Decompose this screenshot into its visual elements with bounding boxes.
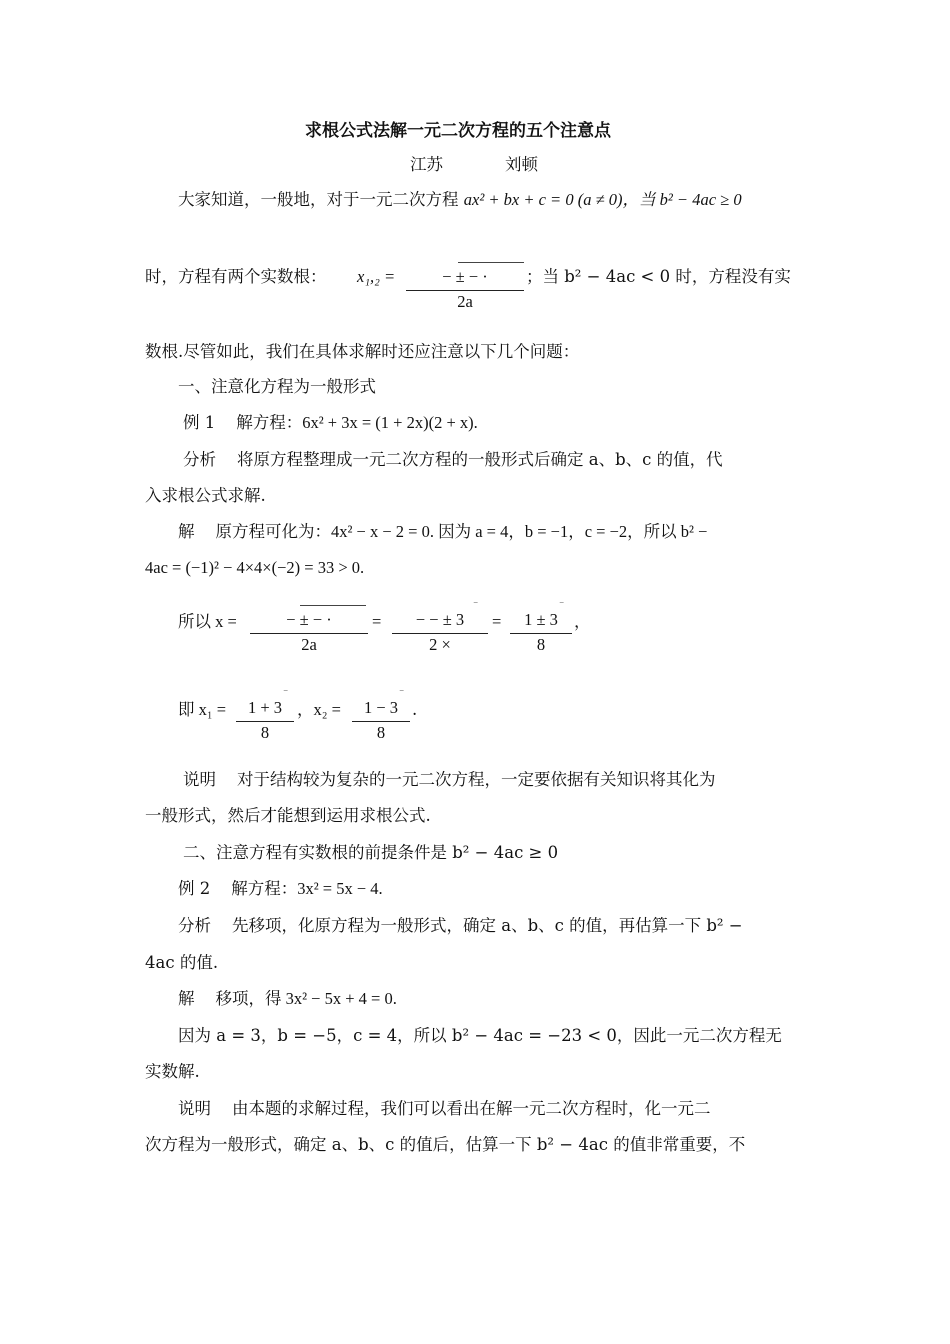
equals-sign: = bbox=[372, 612, 382, 631]
sqrt-mark: ‾ bbox=[284, 691, 288, 702]
because-line: 因为 a = 3，b = −5，c = 4，所以 b² − 4ac = −23 < 0，因此一元二次方程无 bbox=[178, 1026, 782, 1045]
step2-denominator: 2 × bbox=[429, 635, 451, 654]
note1 bbox=[183, 769, 715, 791]
sqrt-mark: ‾ bbox=[560, 603, 564, 614]
fraction-bar bbox=[406, 290, 524, 291]
analysis1-text-2: 入求根公式求解. bbox=[145, 486, 266, 505]
step1-numerator: − ± − · bbox=[286, 610, 332, 629]
sqrt-bar bbox=[458, 262, 524, 263]
step2-numerator: − − ± 3 bbox=[415, 610, 465, 629]
note2-text: 由本题的求解过程，我们可以看出在解一元二次方程时，化一元二 bbox=[231, 1099, 711, 1118]
analysis1-label: 分析 bbox=[183, 450, 216, 469]
analysis2-label: 分析 bbox=[178, 916, 211, 935]
solution1-text-2: 4ac = (−1)² − 4×4×(−2) = 33 > 0. bbox=[145, 558, 365, 577]
step3-numerator: 1 ± 3 bbox=[524, 610, 558, 629]
because-line-2: 实数解. bbox=[145, 1062, 200, 1081]
root-formula bbox=[406, 262, 524, 314]
fraction-bar bbox=[510, 633, 572, 634]
step3-denominator: 8 bbox=[536, 635, 546, 654]
example1-text: 解方程：6x² + 3x = (1 + 2x)(2 + x). bbox=[236, 413, 478, 432]
x2-numerator: 1 − 3 bbox=[363, 698, 399, 717]
example1 bbox=[183, 412, 478, 434]
note2-label: 说明 bbox=[178, 1099, 211, 1118]
x1-numerator: 1 + 3 bbox=[247, 698, 283, 717]
comma: ， bbox=[574, 612, 591, 631]
x1-denominator: 8 bbox=[260, 723, 270, 742]
formula-step-2 bbox=[392, 605, 488, 657]
x2-label: ，x₂ = bbox=[297, 700, 341, 719]
note1-text-2: 一般形式，然后才能想到运用求根公式. bbox=[145, 806, 431, 825]
analysis2 bbox=[178, 915, 743, 937]
intro-line-1 bbox=[178, 189, 742, 211]
example2 bbox=[178, 878, 383, 900]
root-formula-numerator: − ± − · bbox=[442, 267, 488, 286]
solution2-label: 解 bbox=[178, 989, 195, 1008]
quadratic-equation: ax² + bx + c = 0 (a ≠ 0)，当 b² − 4ac ≥ 0 bbox=[463, 190, 742, 209]
equals-sign: = bbox=[492, 612, 502, 631]
fraction-bar bbox=[392, 633, 488, 634]
intro-line-3: 数根.尽管如此，我们在具体求解时还应注意以下几个问题： bbox=[145, 342, 580, 361]
fraction-bar bbox=[352, 721, 410, 722]
solution1 bbox=[178, 521, 707, 543]
fraction-bar bbox=[236, 721, 294, 722]
analysis2-text: 先移项，化原方程为一般形式，确定 a、b、c 的值，再估算一下 b² − bbox=[231, 916, 743, 935]
solution1-label: 解 bbox=[178, 522, 195, 541]
intro-text: 大家知道，一般地，对于一元二次方程 bbox=[178, 190, 459, 209]
note1-text: 对于结构较为复杂的一元二次方程，一定要依据有关知识将其化为 bbox=[236, 770, 716, 789]
root-x2 bbox=[352, 693, 410, 745]
author-name: 刘顿 bbox=[505, 155, 538, 174]
sqrt-mark: ‾ bbox=[474, 603, 478, 614]
solution2-text: 移项，得 3x² − 5x + 4 = 0. bbox=[215, 989, 397, 1008]
x2-denominator: 8 bbox=[376, 723, 386, 742]
formula-step-1 bbox=[250, 605, 368, 657]
analysis1 bbox=[183, 449, 723, 471]
root-x1 bbox=[236, 693, 294, 745]
step1-denominator: 2a bbox=[301, 635, 317, 654]
note2 bbox=[178, 1098, 710, 1120]
author-province: 江苏 bbox=[410, 155, 443, 174]
formula-step-3 bbox=[510, 605, 572, 657]
page-title: 求根公式法解一元二次方程的五个注意点 bbox=[305, 121, 611, 141]
solution2 bbox=[178, 988, 397, 1010]
x12-label: x₁,₂ = bbox=[357, 267, 396, 286]
root-formula-denominator: 2a bbox=[457, 292, 473, 311]
ie-x1-label: 即 x₁ = bbox=[178, 700, 227, 719]
sqrt-bar bbox=[300, 605, 366, 606]
example2-label: 例 2 bbox=[178, 879, 211, 898]
example1-label: 例 1 bbox=[183, 413, 216, 432]
example2-text: 解方程：3x² = 5x − 4. bbox=[231, 879, 383, 898]
solution1-text: 原方程可化为：4x² − x − 2 = 0. 因为 a = 4，b = −1，c = −2，所以 b² − bbox=[215, 522, 708, 541]
analysis1-text: 将原方程整理成一元二次方程的一般形式后确定 a、b、c 的值，代 bbox=[236, 450, 723, 469]
period: . bbox=[412, 700, 418, 719]
so-x-label: 所以 x = bbox=[178, 612, 237, 631]
intro-line-2b: ；当 b² − 4ac < 0 时，方程没有实 bbox=[526, 267, 791, 286]
sqrt-mark: ‾ bbox=[400, 691, 404, 702]
note1-label: 说明 bbox=[183, 770, 216, 789]
note2-text-2: 次方程为一般形式，确定 a、b、c 的值后，估算一下 b² − 4ac 的值非常重要，不 bbox=[145, 1135, 746, 1154]
fraction-bar bbox=[250, 633, 368, 634]
intro-line-2a: 时，方程有两个实数根： bbox=[145, 267, 327, 286]
analysis2-text-2: 4ac 的值. bbox=[145, 953, 219, 972]
section2-heading: 二、注意方程有实数根的前提条件是 b² − 4ac ≥ 0 bbox=[183, 843, 559, 862]
section1-heading: 一、注意化方程为一般形式 bbox=[178, 377, 376, 396]
